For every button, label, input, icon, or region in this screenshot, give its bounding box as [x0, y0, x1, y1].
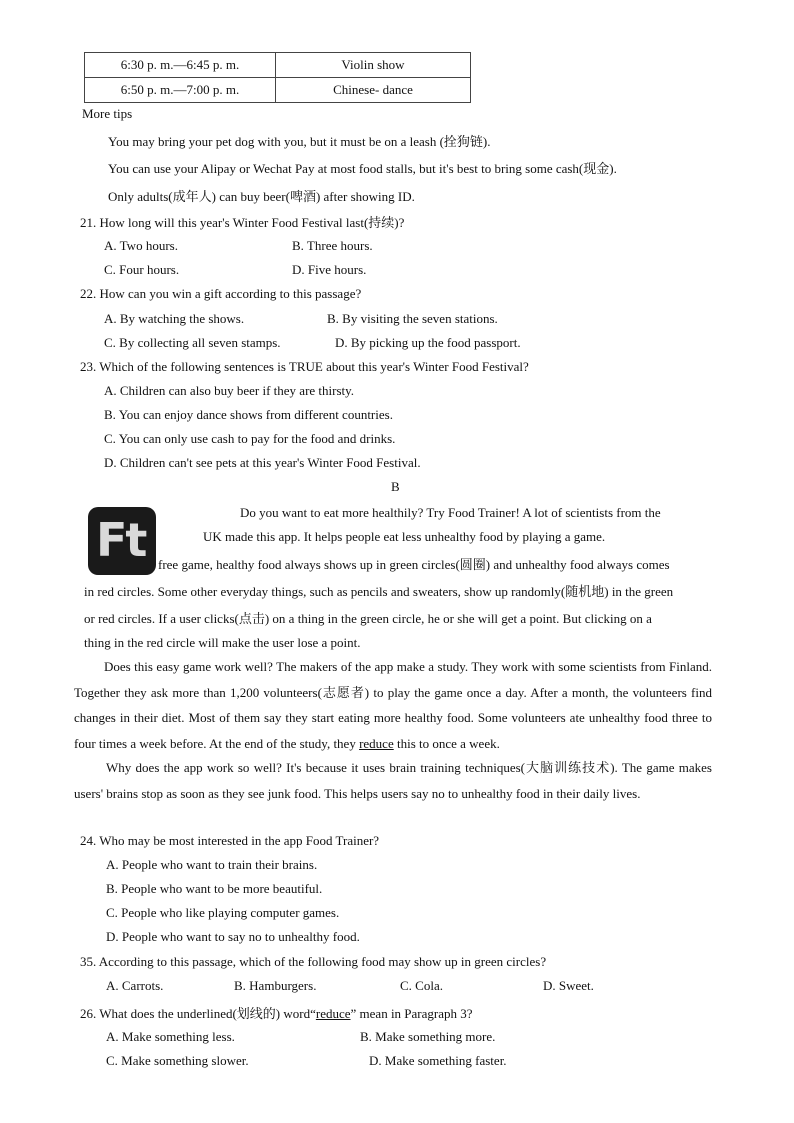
- option: B. Three hours.: [292, 238, 373, 253]
- option: D. Five hours.: [292, 262, 367, 277]
- question-stem: 23. Which of the following sentences is TRUE about this year's Winter Food Festival?: [80, 359, 529, 374]
- question-stem: 24. Who may be most interested in the app Food Trainer?: [80, 833, 380, 848]
- schedule-event: Chinese- dance: [276, 78, 471, 103]
- option: B. Hamburgers.: [234, 978, 317, 993]
- option: C. By collecting all seven stamps.: [104, 335, 281, 350]
- schedule-event: Violin show: [276, 53, 471, 78]
- question-stem: 21. How long will this year's Winter Food Festival last(持续)?: [80, 215, 405, 230]
- option: A. People who want to train their brains.: [106, 857, 318, 872]
- tip-item: You may bring your pet dog with you, but it must be on a leash (拴狗链).: [108, 134, 491, 149]
- passage-line: thing in the red circle will make the user lose a point.: [84, 635, 361, 650]
- option: A. Make something less.: [106, 1029, 235, 1044]
- question-stem: 35. According to this passage, which of the following food may show up in green circles?: [80, 954, 547, 969]
- option: C. Cola.: [400, 978, 443, 993]
- schedule-time: 6:50 p. m.—7:00 p. m.: [85, 78, 276, 103]
- option: D. Make something faster.: [369, 1053, 507, 1068]
- food-trainer-logo: [88, 507, 156, 575]
- passage-paragraph: Why does the app work so well? It's because it uses brain training techniques(大脑训练技术). The game makes users' brains stop as soon as they see junk food. This helps users say no to unhealthy food in their daily lives.: [74, 760, 712, 801]
- underlined-word: reduce: [315, 1006, 351, 1021]
- option: C. Four hours.: [104, 262, 180, 277]
- option: B. Make something more.: [360, 1029, 496, 1044]
- question-stem: 22. How can you win a gift according to this passage?: [80, 286, 362, 301]
- stem-text: ” mean in Paragraph 3?: [350, 1006, 473, 1021]
- option: D. People who want to say no to unhealthy food.: [106, 929, 360, 944]
- option: A. Children can also buy beer if they are thirsty.: [104, 383, 355, 398]
- option: B. You can enjoy dance shows from different countries.: [104, 407, 393, 422]
- logo-text: Ft: [96, 513, 146, 567]
- passage-line: UK made this app. It helps people eat less unhealthy food by playing a game.: [203, 529, 606, 544]
- option: C. You can only use cash to pay for the food and drinks.: [104, 431, 396, 446]
- option: C. Make something slower.: [106, 1053, 249, 1068]
- table-row: [85, 78, 471, 103]
- option: A. Carrots.: [106, 978, 164, 993]
- table-row: [85, 53, 471, 78]
- schedule-table: [84, 52, 471, 103]
- passage-line: free game, healthy food always shows up in green circles(圆圈) and unhealthy food always comes: [158, 557, 670, 572]
- option: B. People who want to be more beautiful.: [106, 881, 323, 896]
- tip-item: You can use your Alipay or Wechat Pay at most food stalls, but it's best to bring some cash(现金).: [108, 161, 617, 176]
- option: A. By watching the shows.: [104, 311, 245, 326]
- tip-item: Only adults(成年人) can buy beer(啤酒) after showing ID.: [108, 189, 415, 204]
- option: D. Children can't see pets at this year's Winter Food Festival.: [104, 455, 421, 470]
- stem-text: 26. What does the underlined(划线的) word“: [80, 1006, 316, 1021]
- section-heading: B: [391, 479, 400, 494]
- option: C. People who like playing computer games.: [106, 905, 340, 920]
- passage-line: in red circles. Some other everyday things, such as pencils and sweaters, show up randomly(随机地) in the green: [84, 584, 674, 599]
- option: A. Two hours.: [104, 238, 178, 253]
- tips-heading: More tips: [82, 106, 133, 121]
- passage-paragraph: [74, 654, 712, 756]
- paragraph-text: this to once a week.: [396, 735, 500, 751]
- option: B. By visiting the seven stations.: [327, 311, 498, 326]
- underlined-word: reduce: [359, 735, 394, 751]
- passage-line: Do you want to eat more healthily? Try Food Trainer! A lot of scientists from the: [240, 505, 661, 520]
- question-stem: [80, 1003, 473, 1022]
- schedule-time: 6:30 p. m.—6:45 p. m.: [85, 53, 276, 78]
- option: D. Sweet.: [543, 978, 594, 993]
- paragraph-text: Does this easy game work well? The makers of the app make a study. They work with some scientists from Finland. Together they ask more than 1,200 volunteers(志愿者) to play the game once a day. After a month, the volunteers find changes in their diet. Most of them say they start eating more healthy food. Some volunteers ate unhealthy food three to four times a week before. At the end of the study, they: [74, 659, 712, 751]
- option: D. By picking up the food passport.: [335, 335, 521, 350]
- passage-line: or red circles. If a user clicks(点击) on a thing in the green circle, he or she will get a point. But clicking on a: [84, 611, 652, 626]
